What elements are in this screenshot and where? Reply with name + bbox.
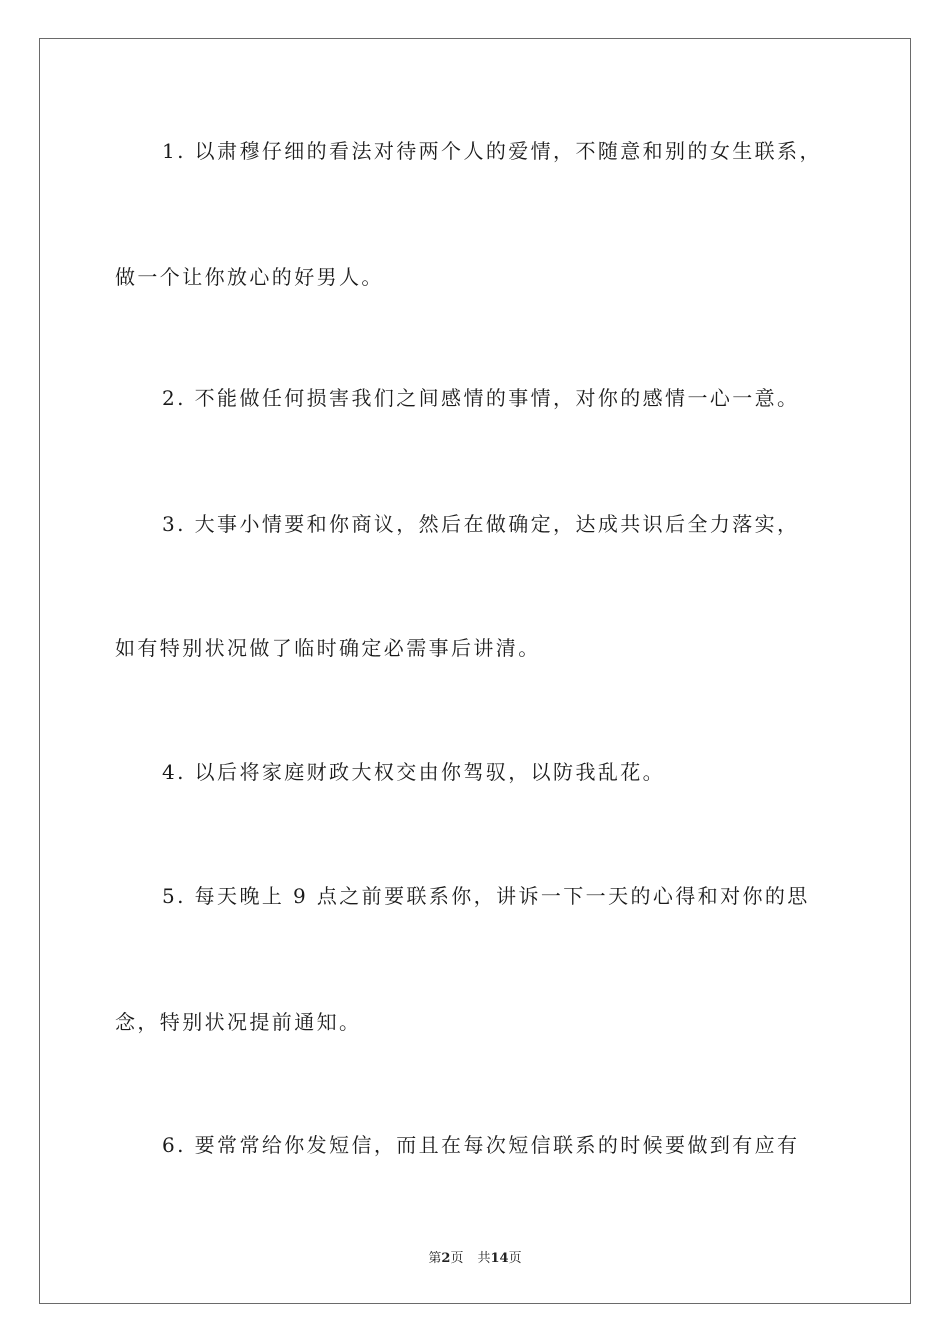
paragraph-2-line-1: 2. 不能做任何损害我们之间感情的事情，对你的感情一心一意。 xyxy=(162,386,800,410)
paragraph-3-line-1: 3. 大事小情要和你商议，然后在做确定，达成共识后全力落实， xyxy=(162,512,800,536)
total-pages-number: 14 xyxy=(490,1251,509,1266)
current-page-number: 2 xyxy=(441,1251,451,1266)
paragraph-1-line-1: 1. 以肃穆仔细的看法对待两个人的爱情，不随意和别的女生联系， xyxy=(162,139,822,163)
page-footer xyxy=(0,1247,950,1266)
total-suffix: 页 xyxy=(508,1251,522,1266)
paragraph-4-line-1: 4. 以后将家庭财政大权交由你驾驭，以防我乱花。 xyxy=(162,760,666,784)
page-border xyxy=(39,38,911,1304)
paragraph-6-line-1: 6. 要常常给你发短信，而且在每次短信联系的时候要做到有应有 xyxy=(162,1133,800,1157)
page-suffix: 页 xyxy=(450,1251,464,1266)
paragraph-5-line-2: 念，特别状况提前通知。 xyxy=(115,1010,362,1034)
total-prefix: 共 xyxy=(477,1251,491,1266)
page-prefix: 第 xyxy=(428,1251,442,1266)
paragraph-3-line-2: 如有特别状况做了临时确定必需事后讲清。 xyxy=(115,636,541,660)
paragraph-1-line-2: 做一个让你放心的好男人。 xyxy=(115,265,384,289)
paragraph-5-line-1: 5. 每天晚上 9 点之前要联系你，讲诉一下一天的心得和对你的思 xyxy=(162,884,810,908)
